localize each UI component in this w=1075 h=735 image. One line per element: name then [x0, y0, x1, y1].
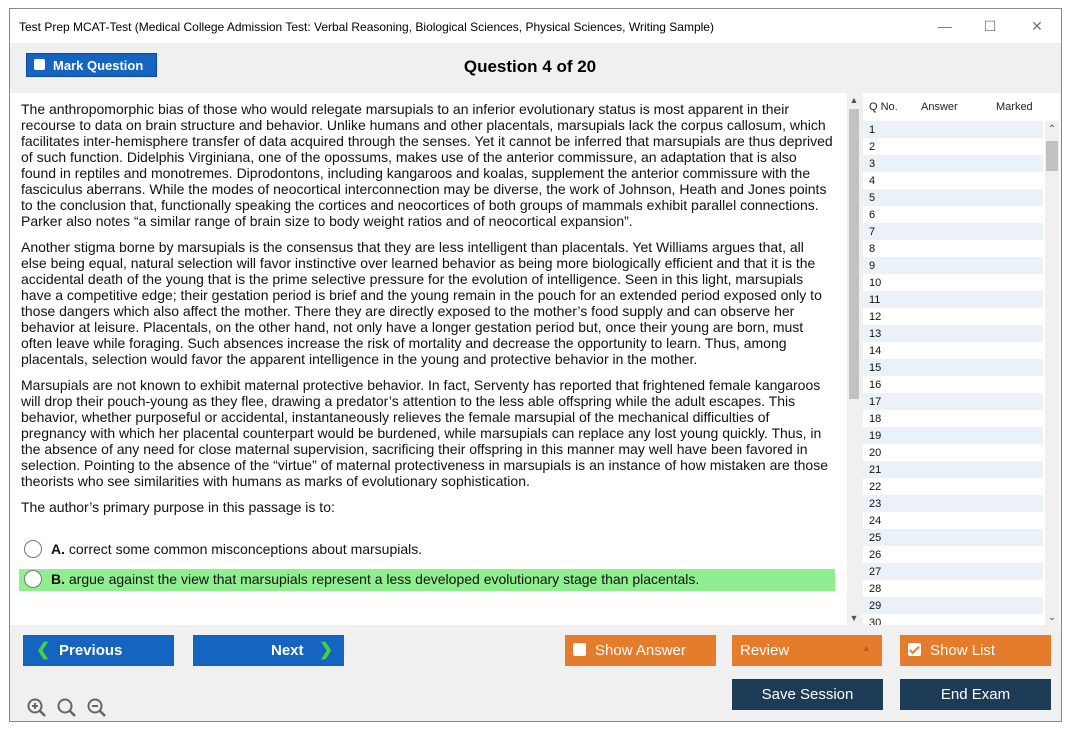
question-list-row[interactable] — [863, 512, 1043, 529]
question-list-row[interactable] — [863, 444, 1043, 461]
show-answer-button[interactable] — [565, 635, 716, 666]
question-list-row[interactable] — [863, 410, 1043, 427]
scroll-down-icon[interactable]: ⌄ — [1047, 612, 1057, 623]
previous-label: Previous — [59, 642, 123, 659]
next-label: Next — [271, 642, 304, 659]
passage-text — [21, 101, 833, 591]
question-number: 15 — [869, 362, 882, 374]
question-list-row[interactable] — [863, 206, 1043, 223]
chevron-left-icon: ❮ — [36, 640, 51, 659]
mark-checkbox-icon[interactable] — [34, 59, 45, 70]
question-list-row[interactable] — [863, 529, 1043, 546]
question-list-row[interactable] — [863, 121, 1043, 138]
save-session-label: Save Session — [761, 686, 854, 703]
question-number: 1 — [869, 124, 876, 136]
question-list-row[interactable] — [863, 614, 1043, 625]
question-number: 6 — [869, 209, 876, 221]
question-list-row[interactable] — [863, 172, 1043, 189]
qno-column-header: Q No. — [869, 101, 898, 113]
question-list-row[interactable] — [863, 189, 1043, 206]
question-stem: The author’s primary purpose in this passage is to: — [21, 499, 335, 515]
question-number: 28 — [869, 583, 882, 595]
question-list-row[interactable] — [863, 393, 1043, 410]
passage-panel — [10, 93, 848, 625]
question-number: 16 — [869, 379, 882, 391]
question-list-row[interactable] — [863, 546, 1043, 563]
show-answer-label: Show Answer — [595, 642, 686, 659]
radio-button[interactable] — [24, 540, 42, 558]
question-list-row[interactable] — [863, 478, 1043, 495]
question-number: 23 — [869, 498, 882, 510]
question-number: 30 — [869, 617, 882, 625]
option-text: argue against the view that marsupials represent a less developed evolutionary stage than placentals. — [68, 571, 700, 587]
show-list-label: Show List — [930, 642, 996, 659]
question-list-header — [863, 93, 1060, 119]
question-list-row[interactable] — [863, 580, 1043, 597]
question-list-row[interactable] — [863, 240, 1043, 257]
question-number: 13 — [869, 328, 882, 340]
title-bar — [10, 9, 1061, 43]
mark-question-label: Mark Question — [53, 58, 144, 73]
zoom-out-icon[interactable] — [87, 698, 107, 718]
passage-paragraph: The anthropomorphic bias of those who would relegate marsupials to an inferior evolutionary status is most apparent in their recourse to data on brain structure and behavior. Unlike humans and other placentals, marsupials lack the corpus callosum, which facilitates inter-hemisphere transfer of data acquired through the senses. Yet it cannot be inferred that marsupials are thus deprived of such function. Didelphis Virginiana, one of the opossums, makes use of the anterior commissure, an adaptation that is also found in reptiles and monotremes. Diprodontons, including kangaroos and koalas, supplement the anterior commissure with the fasciculus aberrans. While the modes of neocortical interconnection may be diverse, the work of Johnson, Heath and Jones points to the conclusion that, functionally speaking the cortices and neocortices of both groups of mammals exhibit parallel connections. Parker also notes “a similar range of brain size to body weight ratios and of neocortical expansion”. — [21, 101, 833, 229]
question-number: 3 — [869, 158, 876, 170]
exam-content — [10, 43, 1061, 721]
show-list-checkbox-icon[interactable] — [908, 643, 921, 656]
question-number: 9 — [869, 260, 876, 272]
question-number: 19 — [869, 430, 882, 442]
option-letter: A. — [51, 541, 65, 557]
show-list-button[interactable] — [900, 635, 1051, 666]
app-window — [9, 8, 1062, 722]
answer-option-a[interactable] — [21, 539, 833, 561]
question-number: 27 — [869, 566, 882, 578]
option-letter: B. — [51, 571, 65, 587]
question-list-row[interactable] — [863, 495, 1043, 512]
question-list-row[interactable] — [863, 342, 1043, 359]
question-number: 7 — [869, 226, 876, 238]
save-session-button[interactable] — [732, 679, 883, 710]
close-icon[interactable]: ✕ — [1031, 18, 1043, 34]
question-number: 29 — [869, 600, 882, 612]
question-number: 21 — [869, 464, 882, 476]
window-title: Test Prep MCAT-Test (Medical College Admission Test: Verbal Reasoning, Biological Sciences, Physical Sciences, Writing Sample) — [19, 20, 714, 34]
question-list-row[interactable] — [863, 155, 1043, 172]
minimize-icon[interactable]: — — [938, 18, 952, 34]
question-list-row[interactable] — [863, 138, 1043, 155]
next-button[interactable] — [193, 635, 344, 666]
zoom-in-icon[interactable] — [27, 698, 47, 718]
answer-column-header: Answer — [921, 101, 958, 113]
question-number: 2 — [869, 141, 876, 153]
question-number: 24 — [869, 515, 882, 527]
radio-button[interactable] — [24, 570, 42, 588]
question-number: 17 — [869, 396, 882, 408]
question-list-row[interactable] — [863, 325, 1043, 342]
dropdown-arrow-icon: ▲ — [862, 643, 871, 653]
question-number: 18 — [869, 413, 882, 425]
question-number: 22 — [869, 481, 882, 493]
question-list-row[interactable] — [863, 563, 1043, 580]
answer-option-b[interactable] — [19, 569, 835, 591]
mark-question-button[interactable] — [26, 53, 157, 77]
question-counter: Question 4 of 20 — [463, 57, 597, 76]
review-label: Review — [740, 642, 790, 659]
end-exam-button[interactable] — [900, 679, 1051, 710]
passage-paragraph: Marsupials are not known to exhibit maternal protective behavior. In fact, Serventy has reported that frightened female kangaroos will drop their pouch-young as they flee, drawing a predator’s attention to the less able offspring while the adult escapes. This behavior, whether purposeful or accidental, instantaneously relieves the female marsupial of the mechanical difficulties of pregnancy with which her placental counterpart would be burdened, while marsupials can replace any lost young quickly. Thus, in the absence of any need for close maternal supervision, sacrificing their offspring in this manner may well have been favored in selection. Pointing to the absence of the “virtue” of maternal protectiveness in marsupials is an instance of how mistaken are those theorists who see similarities with humans as marks of evolutionary sophistication. — [21, 377, 828, 489]
question-list-row[interactable] — [863, 461, 1043, 478]
question-list-row[interactable] — [863, 308, 1043, 325]
maximize-icon[interactable]: ☐ — [983, 18, 997, 34]
marked-column-header: Marked — [996, 101, 1033, 113]
scroll-up-icon[interactable]: ▲ — [849, 95, 859, 105]
question-number: 10 — [869, 277, 882, 289]
question-number: 26 — [869, 549, 882, 561]
question-number: 4 — [869, 175, 876, 187]
question-number: 25 — [869, 532, 882, 544]
question-list-panel — [863, 93, 1060, 625]
question-list-row[interactable] — [863, 274, 1043, 291]
question-number: 14 — [869, 345, 882, 357]
passage-scrollbar[interactable] — [847, 93, 861, 625]
question-number: 11 — [869, 294, 881, 306]
review-dropdown[interactable] — [732, 635, 882, 666]
show-answer-checkbox-icon[interactable] — [573, 643, 586, 656]
scroll-down-icon[interactable]: ▼ — [849, 613, 859, 623]
question-number: 12 — [869, 311, 882, 323]
passage-paragraph: Another stigma borne by marsupials is the consensus that they are less intelligent than placentals. Yet Williams argues that, all else being equal, natural selection will favor instinctive over learned behavior as being more biologically efficient and that it is the accidental death of the young that is the prime selective pressure for the evolution of intelligence. Seen in this light, marsupials have a competitive edge; their gestation period is brief and the young remain in the pouch for an extended period exposed only to those dangers which also affect the mother. There they are directly exposed to the mother’s food supply and can observe her behavior at leisure. Placentals, on the other hand, not only have a longer gestation period but, once their young are born, must often leave while foraging. Such absences increase the risk of mortality and decrease the opportunity to learn. Thus, among placentals, selection would favor the apparent intelligence in the young and protective behavior in the mother. — [21, 239, 822, 367]
question-list-row[interactable] — [863, 427, 1043, 444]
question-list-row[interactable] — [863, 359, 1043, 376]
question-list-row[interactable] — [863, 223, 1043, 240]
scrollbar-thumb[interactable] — [849, 109, 859, 399]
option-text: correct some common misconceptions about marsupials. — [68, 541, 423, 557]
question-number: 5 — [869, 192, 876, 204]
chevron-right-icon: ❯ — [319, 640, 334, 659]
previous-button[interactable] — [23, 635, 174, 666]
scrollbar-thumb[interactable] — [1046, 141, 1058, 171]
question-list-row[interactable] — [863, 376, 1043, 393]
question-number: 20 — [869, 447, 882, 459]
zoom-reset-icon[interactable] — [57, 698, 77, 718]
question-list-row[interactable] — [863, 291, 1043, 308]
end-exam-label: End Exam — [940, 686, 1011, 703]
question-list-row[interactable] — [863, 257, 1043, 274]
question-list-scrollbar[interactable] — [1045, 121, 1059, 626]
question-list-row[interactable] — [863, 597, 1043, 614]
question-number: 8 — [869, 243, 876, 255]
scroll-up-icon[interactable]: ⌃ — [1047, 124, 1057, 135]
